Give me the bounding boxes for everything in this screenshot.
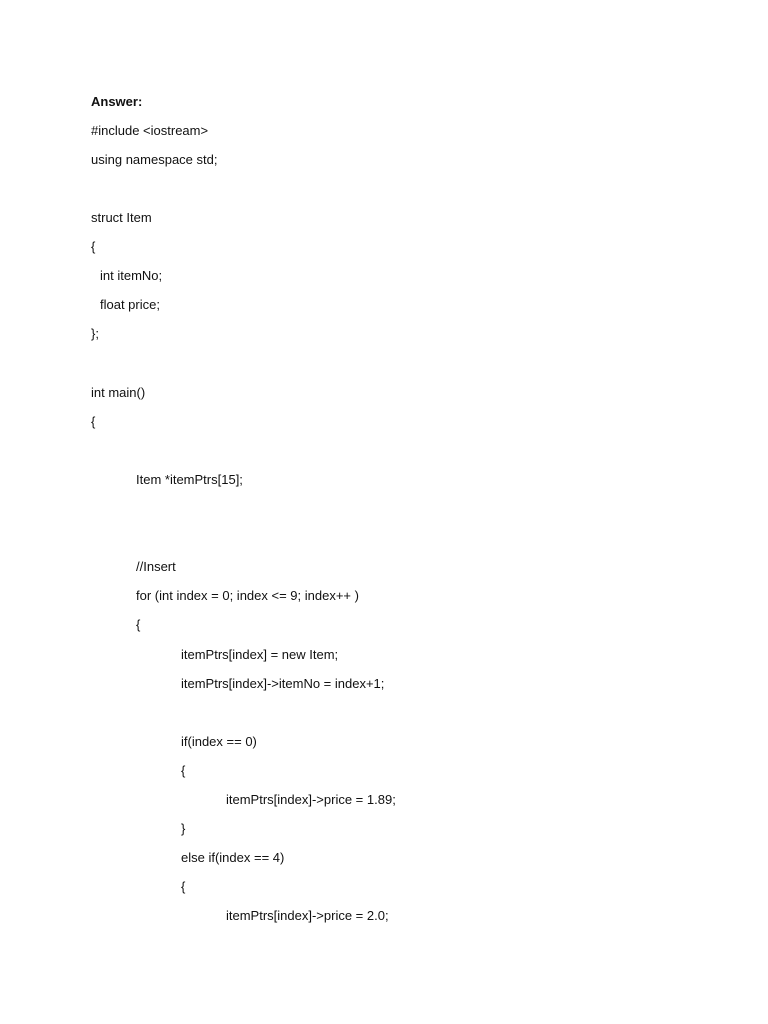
code-line-main: int main() bbox=[91, 385, 146, 400]
code-line-using: using namespace std; bbox=[91, 152, 218, 167]
code-line-brace-open: { bbox=[136, 617, 141, 632]
code-line-brace-open: { bbox=[91, 414, 96, 429]
code-line-for: for (int index = 0; index <= 9; index++ ) bbox=[136, 588, 359, 603]
code-line-include: #include <iostream> bbox=[91, 123, 209, 138]
code-line-brace-open: { bbox=[91, 239, 96, 254]
code-line-price-189: itemPtrs[index]->price = 1.89; bbox=[226, 792, 396, 807]
code-line-int-itemno: int itemNo; bbox=[100, 268, 163, 283]
code-line-set-itemno: itemPtrs[index]->itemNo = index+1; bbox=[181, 676, 385, 691]
code-line-brace-open: { bbox=[181, 763, 186, 778]
code-line-else-if: else if(index == 4) bbox=[181, 850, 285, 865]
code-line-if: if(index == 0) bbox=[181, 734, 257, 749]
code-line-itemptrs-decl: Item *itemPtrs[15]; bbox=[136, 472, 243, 487]
code-line-brace-close: }; bbox=[91, 326, 99, 341]
answer-label: Answer: bbox=[91, 94, 143, 109]
code-line-struct: struct Item bbox=[91, 210, 152, 225]
code-line-price-20: itemPtrs[index]->price = 2.0; bbox=[226, 908, 389, 923]
code-line-brace-open: { bbox=[181, 879, 186, 894]
code-line-new-item: itemPtrs[index] = new Item; bbox=[181, 647, 339, 662]
code-line-comment: //Insert bbox=[136, 559, 176, 574]
code-line-float-price: float price; bbox=[100, 297, 160, 312]
code-line-brace-close: } bbox=[181, 821, 186, 836]
